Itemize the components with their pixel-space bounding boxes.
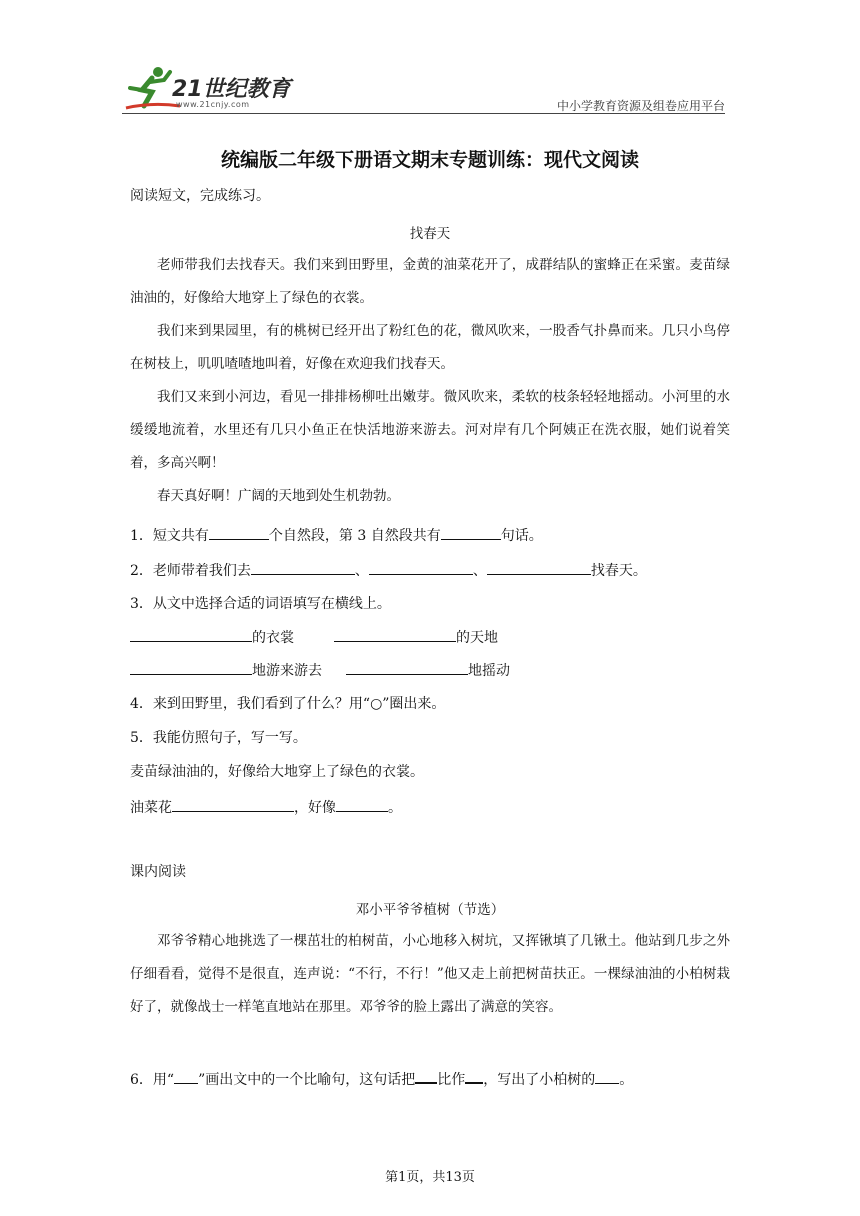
page-number: 第1页，共13页	[385, 1170, 475, 1185]
question-5: 5．我能仿照句子，写一写。	[130, 730, 307, 746]
q6-text-d: ，写出了小柏树的	[483, 1072, 596, 1088]
q3-word-3: 地游来游去	[252, 663, 322, 679]
q1-blank-2[interactable]	[441, 525, 501, 540]
q2-blank-3[interactable]	[487, 560, 591, 575]
page-header	[122, 62, 725, 118]
q1-blank-1[interactable]	[209, 525, 269, 540]
platform-name: 中小学教育资源及组卷应用平台	[556, 99, 725, 113]
q3-blank-3[interactable]	[130, 660, 252, 675]
q3-row-1	[130, 627, 498, 648]
passage-paragraph-2: 我们来到果园里，有的桃树已经开出了粉红色的花，微风吹来，一股香气扑鼻而来。几只小鸟停在树枝上，叽叽喳喳地叫着，好像在欢迎我们找春天。	[130, 323, 730, 372]
question-6	[130, 1068, 633, 1090]
section-label: 课内阅读	[130, 864, 186, 880]
q5-text-b: ，好像	[294, 800, 336, 816]
q2-text-a: 2．老师带着我们去	[130, 563, 251, 579]
q3-blank-2[interactable]	[334, 627, 456, 642]
q6-blank-3[interactable]	[595, 1069, 619, 1084]
question-2	[130, 560, 647, 581]
document-title: 统编版二年级下册语文期末专题训练：现代文阅读	[220, 149, 639, 171]
passage-paragraph-4: 春天真好啊！广阔的天地到处生机勃勃。	[157, 488, 400, 504]
q2-text-b: 找春天。	[590, 563, 647, 579]
logo	[122, 62, 292, 114]
section-paragraph: 邓爷爷精心地挑选了一棵茁壮的柏树苗，小心地移入树坑，又挥锹填了几锹土。他站到几步之外仔细看看，觉得不是很直，连声说：“不行，不行！”他又走上前把树苗扶正。一棵绿油油的小柏树栽好了，就像战士一样笔直地站在那里。邓爷爷的脸上露出了满意的笑容。	[130, 933, 730, 1015]
passage-paragraph-3: 我们又来到小河边，看见一排排杨柳吐出嫩芽。微风吹来，柔软的枝条轻轻地摇动。小河里的水缓缓地流着，水里还有几只小鱼正在快活地游来游去。河对岸有几个阿姨正在洗衣服，她们说着笑着，多高兴啊！	[130, 389, 730, 471]
q2-sep-1: 、	[354, 563, 369, 579]
q3-word-1: 的衣裳	[252, 630, 294, 646]
q5-text-c: 。	[388, 800, 402, 816]
passage-paragraph-1: 老师带我们去找春天。我们来到田野里，金黄的油菜花开了，成群结队的蜜蜂正在采蜜。麦苗绿油油的，好像给大地穿上了绿色的衣裳。	[130, 257, 730, 306]
q2-blank-2[interactable]	[369, 560, 473, 575]
q6-text-e: 。	[619, 1072, 634, 1088]
q6-blank-2[interactable]	[465, 1068, 483, 1084]
q3-blank-1[interactable]	[130, 627, 252, 642]
q5-blank-2[interactable]	[336, 797, 388, 812]
q5-blank-1[interactable]	[172, 797, 294, 812]
q5-answer-line	[130, 797, 402, 818]
header-divider	[122, 113, 725, 114]
q5-text-a: 油菜花	[130, 800, 172, 816]
q6-blank-1[interactable]	[415, 1068, 437, 1084]
q3-word-4: 地摇动	[468, 663, 510, 679]
q6-text-c: 比作	[437, 1072, 466, 1088]
logo-url: www.21cnjy.com	[176, 100, 250, 109]
q3-word-2: 的天地	[456, 630, 498, 646]
q5-example: 麦苗绿油油的，好像给大地穿上了绿色的衣裳。	[130, 764, 424, 780]
q2-sep-2: 、	[472, 563, 487, 579]
q6-text-a: 6．用“	[130, 1072, 175, 1088]
q2-blank-1[interactable]	[251, 560, 355, 575]
passage-title: 找春天	[409, 226, 451, 242]
section-title: 邓小平爷爷植树（节选）	[355, 902, 505, 918]
q6-blank-mark[interactable]	[174, 1069, 198, 1084]
question-4: 4．来到田野里，我们看到了什么？用“○”圈出来。	[130, 696, 446, 712]
logo-text: 21世纪教育	[172, 77, 291, 102]
instruction: 阅读短文，完成练习。	[130, 188, 270, 204]
question-1	[130, 525, 543, 546]
question-3: 3．从文中选择合适的词语填写在横线上。	[130, 596, 391, 612]
q1-text-b: 个自然段，第 3 自然段共有	[268, 528, 441, 544]
q3-row-2	[130, 660, 510, 681]
q1-text-c: 句话。	[500, 528, 543, 544]
q6-text-b: ”画出文中的一个比喻句，这句话把	[198, 1072, 416, 1088]
q1-text-a: 1．短文共有	[130, 528, 209, 544]
q3-blank-4[interactable]	[346, 660, 468, 675]
